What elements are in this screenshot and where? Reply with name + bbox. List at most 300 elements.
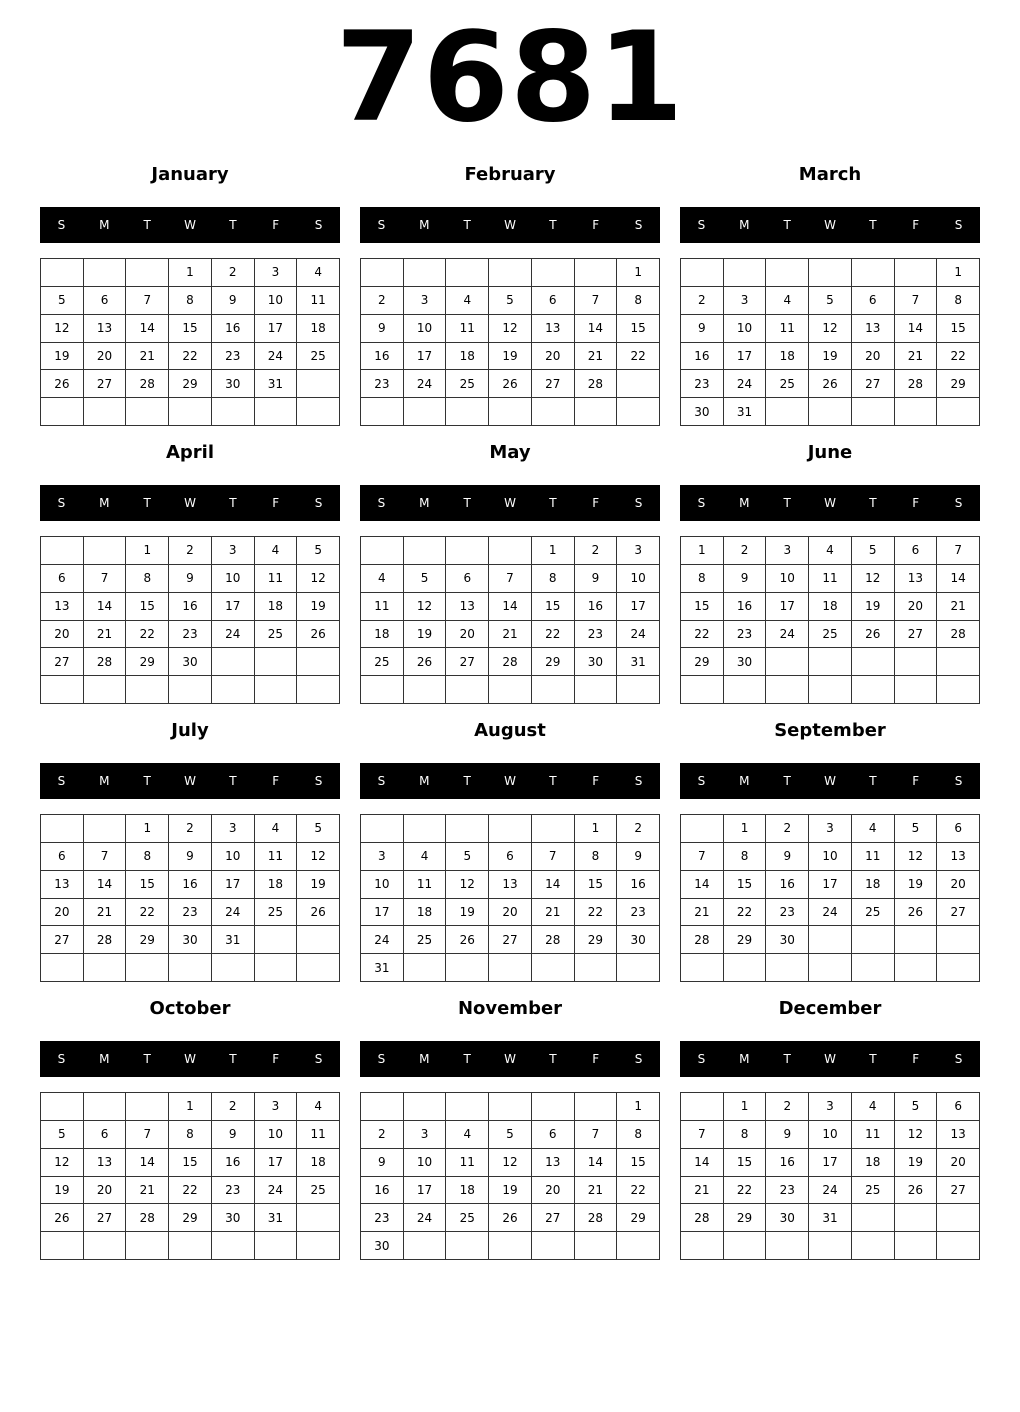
weekday-header — [40, 207, 340, 243]
day-cell: 17 — [766, 593, 809, 621]
weekday-label: S — [377, 496, 386, 510]
day-cell: 15 — [681, 593, 724, 621]
day-cell: 8 — [169, 1121, 212, 1149]
weekday-label: T — [869, 774, 877, 788]
weekday-label: W — [824, 496, 836, 510]
empty-cell — [84, 954, 127, 982]
day-cell: 7 — [126, 1121, 169, 1149]
empty-cell — [852, 398, 895, 426]
empty-cell — [255, 954, 298, 982]
day-cell: 15 — [617, 1149, 660, 1177]
day-cell: 22 — [532, 621, 575, 649]
weekday-label: T — [229, 774, 237, 788]
day-cell: 1 — [169, 259, 212, 287]
day-cell: 20 — [895, 593, 938, 621]
day-cell: 19 — [489, 1177, 532, 1205]
day-cell: 21 — [575, 1177, 618, 1205]
day-cell: 22 — [724, 899, 767, 927]
day-cell: 20 — [41, 621, 84, 649]
day-cell: 17 — [724, 343, 767, 371]
day-cell: 8 — [681, 565, 724, 593]
day-cell: 7 — [937, 537, 980, 565]
day-cell: 13 — [852, 315, 895, 343]
day-cell: 23 — [724, 621, 767, 649]
weekday-label: T — [143, 774, 151, 788]
day-cell: 11 — [446, 315, 489, 343]
day-cell: 24 — [617, 621, 660, 649]
day-cell: 22 — [169, 343, 212, 371]
day-cell: 6 — [852, 287, 895, 315]
day-grid — [360, 1092, 660, 1260]
empty-cell — [41, 815, 84, 843]
weekday-label: W — [824, 1052, 836, 1066]
day-cell: 12 — [41, 315, 84, 343]
day-cell: 28 — [575, 370, 618, 398]
day-cell: 31 — [361, 954, 404, 982]
day-cell: 24 — [212, 899, 255, 927]
day-cell: 1 — [575, 815, 618, 843]
weekday-label: T — [869, 496, 877, 510]
month-march — [680, 163, 980, 433]
weekday-label: M — [99, 774, 110, 788]
weekday-label: T — [463, 496, 471, 510]
empty-cell — [766, 398, 809, 426]
day-cell: 9 — [766, 1121, 809, 1149]
day-cell: 3 — [404, 287, 447, 315]
day-cell: 19 — [895, 871, 938, 899]
day-cell: 24 — [766, 621, 809, 649]
day-cell: 12 — [895, 843, 938, 871]
month-name: January — [151, 164, 229, 185]
day-cell: 2 — [766, 1093, 809, 1121]
empty-cell — [212, 676, 255, 704]
day-cell: 18 — [446, 1177, 489, 1205]
empty-cell — [489, 954, 532, 982]
weekday-label: T — [549, 774, 557, 788]
day-cell: 5 — [489, 1121, 532, 1149]
day-cell: 10 — [724, 315, 767, 343]
weekday-label: T — [143, 496, 151, 510]
day-cell: 30 — [766, 1204, 809, 1232]
day-cell: 4 — [446, 1121, 489, 1149]
empty-cell — [404, 1232, 447, 1260]
day-cell: 13 — [489, 871, 532, 899]
day-cell: 7 — [532, 843, 575, 871]
day-cell: 8 — [575, 843, 618, 871]
empty-cell — [766, 648, 809, 676]
day-cell: 24 — [255, 1177, 298, 1205]
day-cell: 7 — [681, 843, 724, 871]
day-cell: 18 — [255, 871, 298, 899]
day-cell: 17 — [255, 1149, 298, 1177]
empty-cell — [489, 1232, 532, 1260]
month-august — [360, 719, 660, 989]
day-cell: 10 — [255, 287, 298, 315]
empty-cell — [255, 926, 298, 954]
empty-cell — [169, 676, 212, 704]
empty-cell — [895, 259, 938, 287]
day-cell: 25 — [255, 899, 298, 927]
day-cell: 17 — [404, 343, 447, 371]
day-cell: 20 — [532, 1177, 575, 1205]
day-cell: 7 — [575, 287, 618, 315]
weekday-label: T — [229, 496, 237, 510]
day-cell: 13 — [84, 315, 127, 343]
empty-cell — [681, 1232, 724, 1260]
day-grid — [360, 814, 660, 982]
weekday-label: S — [697, 774, 706, 788]
day-cell: 15 — [724, 1149, 767, 1177]
empty-cell — [681, 259, 724, 287]
empty-cell — [169, 954, 212, 982]
day-cell: 5 — [895, 815, 938, 843]
day-cell: 27 — [937, 899, 980, 927]
empty-cell — [404, 954, 447, 982]
empty-cell — [255, 676, 298, 704]
day-cell: 27 — [489, 926, 532, 954]
day-cell: 25 — [852, 1177, 895, 1205]
weekday-label: S — [954, 1052, 963, 1066]
day-cell: 15 — [937, 315, 980, 343]
day-cell: 24 — [361, 926, 404, 954]
day-cell: 1 — [532, 537, 575, 565]
empty-cell — [361, 676, 404, 704]
day-cell: 28 — [895, 370, 938, 398]
empty-cell — [895, 1204, 938, 1232]
empty-cell — [84, 815, 127, 843]
day-cell: 23 — [212, 343, 255, 371]
day-cell: 28 — [84, 648, 127, 676]
empty-cell — [446, 676, 489, 704]
day-cell: 17 — [255, 315, 298, 343]
empty-cell — [809, 954, 852, 982]
day-cell: 11 — [297, 1121, 340, 1149]
day-cell: 28 — [937, 621, 980, 649]
day-cell: 9 — [169, 565, 212, 593]
day-cell: 3 — [212, 815, 255, 843]
day-cell: 13 — [446, 593, 489, 621]
day-cell: 24 — [724, 370, 767, 398]
empty-cell — [361, 398, 404, 426]
year-title: 7681 — [335, 6, 685, 150]
day-cell: 19 — [895, 1149, 938, 1177]
day-cell: 13 — [532, 315, 575, 343]
day-cell: 2 — [681, 287, 724, 315]
month-name: September — [774, 720, 886, 741]
day-cell: 14 — [532, 871, 575, 899]
month-january — [40, 163, 340, 433]
day-cell: 21 — [489, 621, 532, 649]
day-grid — [360, 536, 660, 704]
empty-cell — [852, 648, 895, 676]
month-september — [680, 719, 980, 989]
empty-cell — [212, 648, 255, 676]
weekday-label: S — [57, 496, 66, 510]
weekday-label: F — [912, 496, 920, 510]
weekday-label: M — [739, 774, 750, 788]
day-cell: 1 — [126, 537, 169, 565]
empty-cell — [852, 954, 895, 982]
day-cell: 6 — [895, 537, 938, 565]
empty-cell — [446, 1093, 489, 1121]
empty-cell — [169, 1232, 212, 1260]
empty-cell — [84, 398, 127, 426]
day-cell: 1 — [724, 815, 767, 843]
day-cell: 11 — [404, 871, 447, 899]
day-cell: 23 — [169, 621, 212, 649]
day-cell: 12 — [895, 1121, 938, 1149]
weekday-label: T — [549, 1052, 557, 1066]
day-cell: 8 — [724, 1121, 767, 1149]
weekday-label: F — [592, 496, 600, 510]
day-cell: 21 — [84, 899, 127, 927]
day-cell: 14 — [126, 1149, 169, 1177]
empty-cell — [84, 259, 127, 287]
weekday-label: M — [99, 496, 110, 510]
day-cell: 23 — [617, 899, 660, 927]
weekday-label: T — [143, 218, 151, 232]
weekday-label: F — [592, 218, 600, 232]
day-cell: 23 — [361, 370, 404, 398]
day-cell: 16 — [766, 871, 809, 899]
empty-cell — [297, 398, 340, 426]
day-cell: 13 — [532, 1149, 575, 1177]
day-cell: 30 — [361, 1232, 404, 1260]
day-cell: 5 — [41, 1121, 84, 1149]
day-grid — [680, 1092, 980, 1260]
day-cell: 27 — [532, 370, 575, 398]
empty-cell — [532, 954, 575, 982]
empty-cell — [489, 676, 532, 704]
day-cell: 11 — [297, 287, 340, 315]
empty-cell — [126, 954, 169, 982]
weekday-label: S — [697, 218, 706, 232]
day-cell: 23 — [766, 1177, 809, 1205]
day-cell: 26 — [895, 899, 938, 927]
weekday-header — [360, 207, 660, 243]
day-cell: 3 — [809, 815, 852, 843]
weekday-label: S — [377, 218, 386, 232]
empty-cell — [255, 1232, 298, 1260]
empty-cell — [937, 648, 980, 676]
day-cell: 11 — [766, 315, 809, 343]
day-cell: 4 — [361, 565, 404, 593]
day-cell: 18 — [766, 343, 809, 371]
day-cell: 13 — [937, 1121, 980, 1149]
day-cell: 27 — [895, 621, 938, 649]
day-grid — [40, 536, 340, 704]
day-cell: 9 — [766, 843, 809, 871]
day-grid — [680, 814, 980, 982]
day-cell: 11 — [852, 843, 895, 871]
empty-cell — [681, 815, 724, 843]
month-name: December — [778, 998, 882, 1019]
empty-cell — [255, 398, 298, 426]
day-cell: 23 — [766, 899, 809, 927]
weekday-label: M — [99, 218, 110, 232]
month-name: April — [165, 442, 215, 463]
empty-cell — [895, 1232, 938, 1260]
day-cell: 29 — [169, 1204, 212, 1232]
day-cell: 1 — [681, 537, 724, 565]
empty-cell — [361, 815, 404, 843]
empty-cell — [724, 954, 767, 982]
day-cell: 9 — [212, 1121, 255, 1149]
day-cell: 14 — [575, 315, 618, 343]
day-cell: 15 — [724, 871, 767, 899]
weekday-label: W — [184, 1052, 196, 1066]
empty-cell — [937, 1232, 980, 1260]
day-cell: 8 — [617, 1121, 660, 1149]
month-december — [680, 997, 980, 1267]
weekday-label: S — [57, 1052, 66, 1066]
day-cell: 2 — [361, 1121, 404, 1149]
month-october — [40, 997, 340, 1267]
weekday-label: F — [272, 1052, 280, 1066]
day-cell: 5 — [852, 537, 895, 565]
day-cell: 16 — [766, 1149, 809, 1177]
weekday-label: S — [697, 496, 706, 510]
empty-cell — [212, 954, 255, 982]
day-cell: 14 — [575, 1149, 618, 1177]
day-cell: 9 — [617, 843, 660, 871]
empty-cell — [809, 1232, 852, 1260]
day-cell: 7 — [489, 565, 532, 593]
day-cell: 2 — [575, 537, 618, 565]
weekday-label: W — [504, 1052, 516, 1066]
day-cell: 4 — [852, 815, 895, 843]
month-name: March — [798, 164, 862, 185]
empty-cell — [937, 1204, 980, 1232]
day-cell: 29 — [126, 648, 169, 676]
day-cell: 20 — [84, 343, 127, 371]
day-cell: 8 — [724, 843, 767, 871]
day-cell: 8 — [126, 843, 169, 871]
day-cell: 19 — [489, 343, 532, 371]
day-cell: 2 — [361, 287, 404, 315]
day-cell: 24 — [809, 1177, 852, 1205]
day-cell: 14 — [84, 871, 127, 899]
day-cell: 11 — [361, 593, 404, 621]
day-grid — [40, 258, 340, 426]
day-cell: 10 — [212, 843, 255, 871]
empty-cell — [852, 259, 895, 287]
day-cell: 31 — [809, 1204, 852, 1232]
day-cell: 18 — [297, 315, 340, 343]
empty-cell — [489, 537, 532, 565]
empty-cell — [937, 954, 980, 982]
month-name: November — [457, 998, 563, 1019]
day-cell: 14 — [937, 565, 980, 593]
empty-cell — [937, 926, 980, 954]
empty-cell — [297, 648, 340, 676]
empty-cell — [809, 259, 852, 287]
empty-cell — [937, 398, 980, 426]
empty-cell — [724, 259, 767, 287]
empty-cell — [532, 398, 575, 426]
empty-cell — [575, 1232, 618, 1260]
weekday-label: M — [99, 1052, 110, 1066]
day-cell: 20 — [852, 343, 895, 371]
day-cell: 13 — [84, 1149, 127, 1177]
weekday-label: T — [549, 496, 557, 510]
weekday-label: S — [314, 218, 323, 232]
day-cell: 25 — [446, 370, 489, 398]
day-cell: 23 — [681, 370, 724, 398]
day-cell: 9 — [361, 1149, 404, 1177]
day-cell: 26 — [297, 621, 340, 649]
weekday-label: T — [783, 774, 791, 788]
day-cell: 1 — [169, 1093, 212, 1121]
day-cell: 17 — [212, 871, 255, 899]
empty-cell — [681, 676, 724, 704]
empty-cell — [404, 1093, 447, 1121]
weekday-header — [40, 1041, 340, 1077]
empty-cell — [809, 398, 852, 426]
day-grid — [680, 536, 980, 704]
day-cell: 19 — [446, 899, 489, 927]
empty-cell — [361, 537, 404, 565]
empty-cell — [895, 398, 938, 426]
month-name: July — [171, 720, 209, 741]
day-cell: 3 — [766, 537, 809, 565]
weekday-header — [40, 763, 340, 799]
day-cell: 8 — [169, 287, 212, 315]
day-cell: 2 — [766, 815, 809, 843]
day-cell: 6 — [84, 287, 127, 315]
day-cell: 28 — [532, 926, 575, 954]
day-cell: 30 — [724, 648, 767, 676]
day-cell: 15 — [126, 871, 169, 899]
day-cell: 26 — [41, 1204, 84, 1232]
day-cell: 6 — [937, 815, 980, 843]
weekday-label: M — [739, 218, 750, 232]
day-cell: 13 — [41, 871, 84, 899]
day-cell: 8 — [126, 565, 169, 593]
day-cell: 24 — [255, 343, 298, 371]
day-cell: 19 — [809, 343, 852, 371]
day-cell: 21 — [937, 593, 980, 621]
weekday-label: W — [504, 496, 516, 510]
empty-cell — [41, 537, 84, 565]
empty-cell — [446, 398, 489, 426]
weekday-label: F — [912, 1052, 920, 1066]
day-cell: 18 — [446, 343, 489, 371]
weekday-label: M — [419, 774, 430, 788]
empty-cell — [297, 676, 340, 704]
day-cell: 24 — [404, 1204, 447, 1232]
day-cell: 22 — [575, 899, 618, 927]
empty-cell — [297, 954, 340, 982]
day-cell: 10 — [255, 1121, 298, 1149]
day-cell: 30 — [169, 648, 212, 676]
day-cell: 21 — [532, 899, 575, 927]
empty-cell — [575, 954, 618, 982]
day-cell: 18 — [809, 593, 852, 621]
day-grid — [360, 258, 660, 426]
day-cell: 26 — [809, 370, 852, 398]
day-cell: 17 — [212, 593, 255, 621]
day-cell: 23 — [212, 1177, 255, 1205]
day-cell: 1 — [617, 259, 660, 287]
day-cell: 14 — [489, 593, 532, 621]
day-cell: 25 — [766, 370, 809, 398]
weekday-label: T — [229, 218, 237, 232]
day-cell: 25 — [297, 343, 340, 371]
weekday-label: M — [419, 218, 430, 232]
empty-cell — [446, 815, 489, 843]
empty-cell — [404, 815, 447, 843]
